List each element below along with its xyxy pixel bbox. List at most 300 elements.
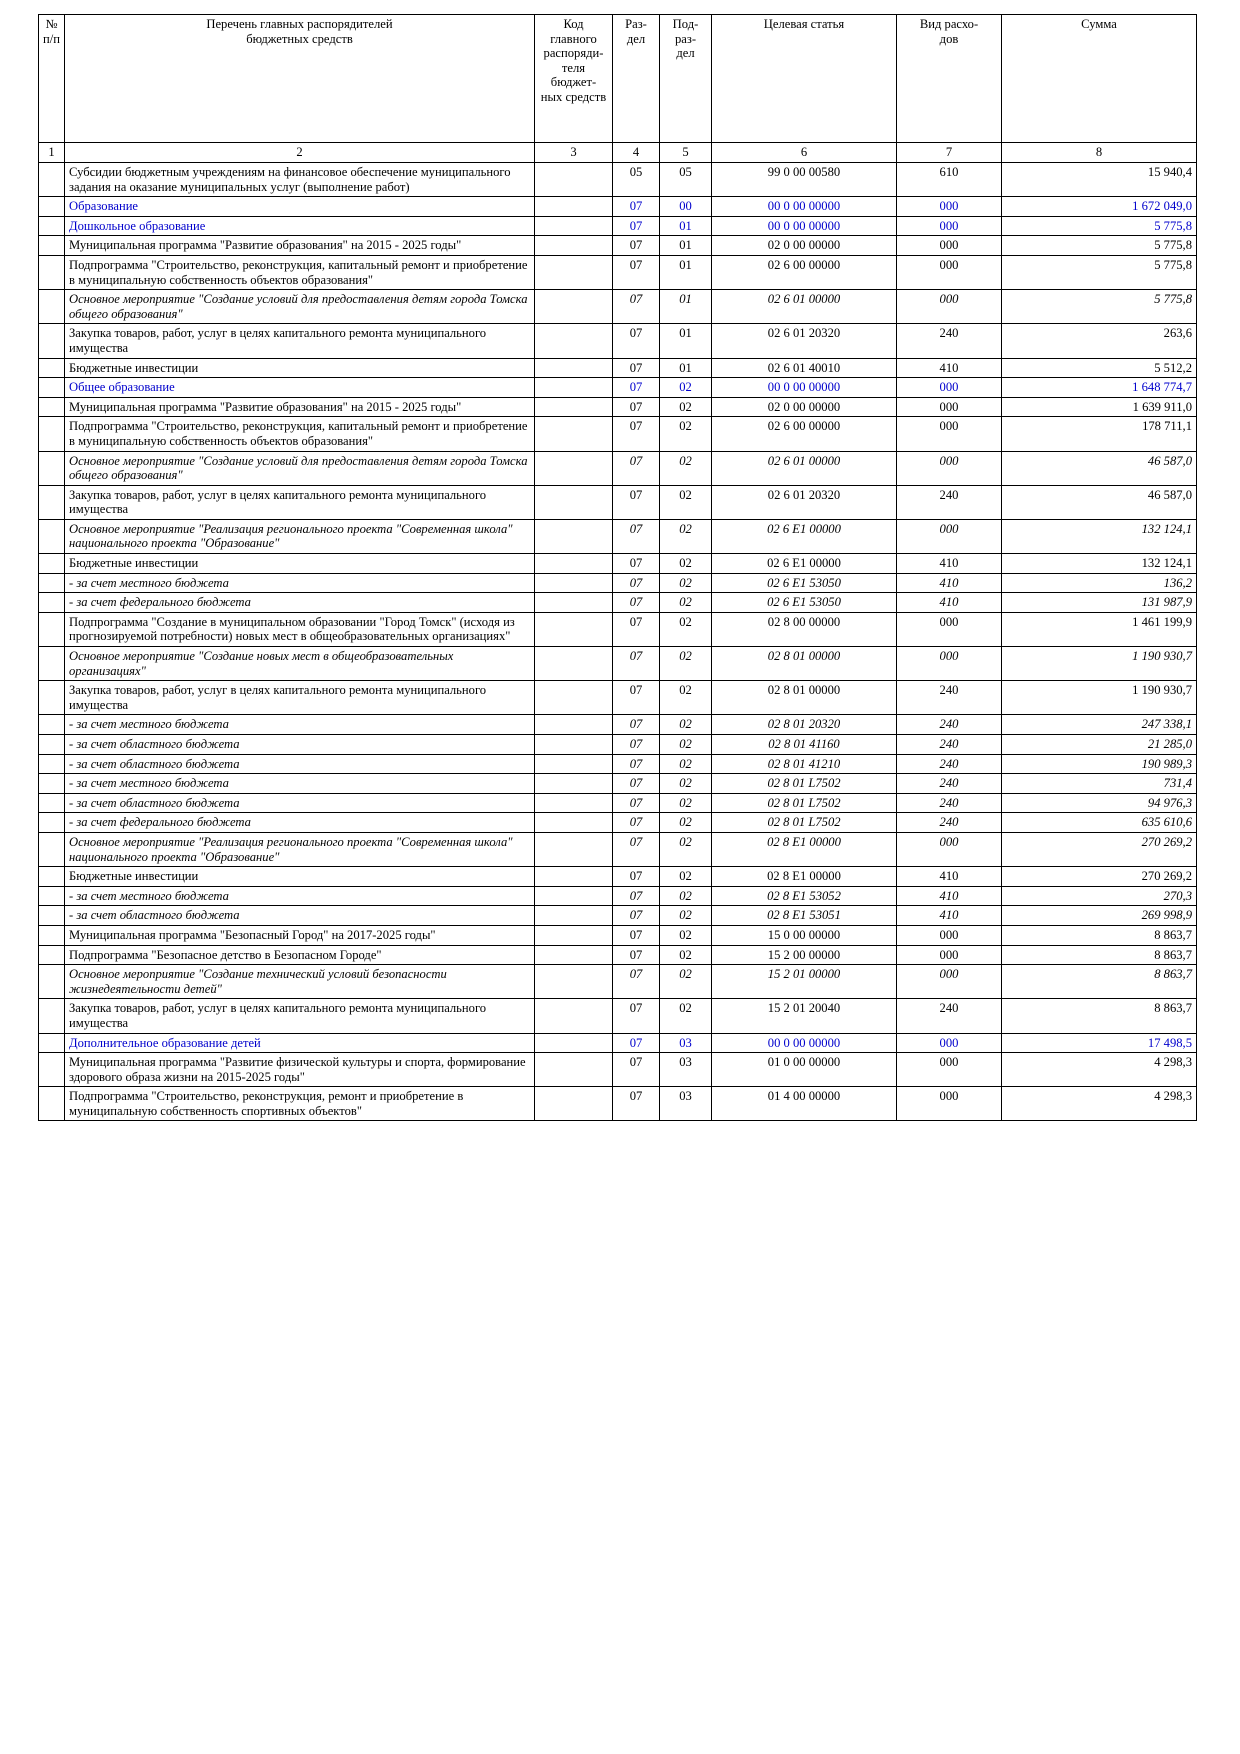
row-razdel: 07 <box>613 554 660 574</box>
row-target-article: 02 6 Е1 00000 <box>712 519 897 553</box>
row-chief-code <box>535 397 613 417</box>
header-col-recipients-line2: бюджетных средств <box>246 31 353 46</box>
row-number <box>39 324 65 358</box>
row-podrazdel: 03 <box>660 1087 712 1121</box>
row-expense-type: 240 <box>897 813 1002 833</box>
row-sum: 247 338,1 <box>1002 715 1197 735</box>
row-sum: 1 648 774,7 <box>1002 378 1197 398</box>
table-row <box>39 1053 1197 1087</box>
row-sum: 46 587,0 <box>1002 451 1197 485</box>
row-name: Закупка товаров, работ, услуг в целях капитального ремонта муниципального имущества <box>65 485 535 519</box>
row-podrazdel: 02 <box>660 681 712 715</box>
row-sum: 1 190 930,7 <box>1002 647 1197 681</box>
row-podrazdel: 01 <box>660 255 712 289</box>
row-target-article: 02 6 01 20320 <box>712 324 897 358</box>
row-sum: 270 269,2 <box>1002 867 1197 887</box>
row-number <box>39 573 65 593</box>
row-target-article: 00 0 00 00000 <box>712 197 897 217</box>
row-expense-type: 410 <box>897 554 1002 574</box>
row-target-article: 02 8 00 00000 <box>712 612 897 646</box>
row-chief-code <box>535 647 613 681</box>
row-target-article: 15 2 01 20040 <box>712 999 897 1033</box>
row-name: - за счет федерального бюджета <box>65 593 535 613</box>
row-expense-type: 000 <box>897 965 1002 999</box>
row-target-article: 02 8 01 L7502 <box>712 813 897 833</box>
header-col-razdel-line1: Раз- <box>625 17 647 31</box>
row-target-article: 02 6 01 00000 <box>712 451 897 485</box>
header-col-podrazdel-line2: раз- <box>674 31 697 46</box>
row-expense-type: 000 <box>897 647 1002 681</box>
header-col-chief-code-line5: ных средств <box>540 89 607 104</box>
table-row <box>39 965 1197 999</box>
row-name: Бюджетные инвестиции <box>65 554 535 574</box>
row-chief-code <box>535 197 613 217</box>
row-podrazdel: 02 <box>660 999 712 1033</box>
row-number <box>39 999 65 1033</box>
row-name: Основное мероприятие "Создание условий для предоставления детям города Томска общего образования" <box>65 451 535 485</box>
row-name: Основное мероприятие "Создание условий для предоставления детям города Томска общего образования" <box>65 290 535 324</box>
row-podrazdel: 02 <box>660 832 712 866</box>
row-name: Подпрограмма "Строительство, реконструкция, капитальный ремонт и приобретение в муниципальную собственность объектов образования" <box>65 255 535 289</box>
table-row <box>39 216 1197 236</box>
row-name: Подпрограмма "Создание в муниципальном образовании "Город Томск" (исходя из прогнозируемой потребности) новых мест в общеобразовательных организациях" <box>65 612 535 646</box>
row-podrazdel: 02 <box>660 793 712 813</box>
row-number <box>39 774 65 794</box>
row-expense-type: 240 <box>897 681 1002 715</box>
row-razdel: 07 <box>613 593 660 613</box>
row-razdel: 07 <box>613 378 660 398</box>
table-row <box>39 197 1197 217</box>
row-razdel: 05 <box>613 163 660 197</box>
row-target-article: 02 8 01 00000 <box>712 647 897 681</box>
row-expense-type: 240 <box>897 999 1002 1033</box>
row-razdel: 07 <box>613 358 660 378</box>
table-row <box>39 867 1197 887</box>
table-row <box>39 945 1197 965</box>
row-number <box>39 593 65 613</box>
row-sum: 5 775,8 <box>1002 216 1197 236</box>
row-name: Бюджетные инвестиции <box>65 867 535 887</box>
row-target-article: 00 0 00 00000 <box>712 1033 897 1053</box>
row-razdel: 07 <box>613 945 660 965</box>
table-row <box>39 754 1197 774</box>
row-sum: 4 298,3 <box>1002 1053 1197 1087</box>
header-numbers-row <box>39 143 1197 163</box>
row-target-article: 01 0 00 00000 <box>712 1053 897 1087</box>
row-target-article: 02 6 01 00000 <box>712 290 897 324</box>
table-row <box>39 290 1197 324</box>
row-razdel: 07 <box>613 397 660 417</box>
row-name: Муниципальная программа "Развитие физической культуры и спорта, формирование здорового образа жизни на 2015-2025 годы" <box>65 1053 535 1087</box>
row-chief-code <box>535 832 613 866</box>
row-expense-type: 240 <box>897 735 1002 755</box>
row-sum: 1 461 199,9 <box>1002 612 1197 646</box>
row-podrazdel: 01 <box>660 236 712 256</box>
table-row <box>39 774 1197 794</box>
row-chief-code <box>535 886 613 906</box>
row-podrazdel: 02 <box>660 573 712 593</box>
row-number <box>39 735 65 755</box>
row-number <box>39 867 65 887</box>
row-razdel: 07 <box>613 1053 660 1087</box>
row-name: Общее образование <box>65 378 535 398</box>
row-number <box>39 236 65 256</box>
row-chief-code <box>535 417 613 451</box>
row-razdel: 07 <box>613 573 660 593</box>
row-target-article: 02 8 01 L7502 <box>712 774 897 794</box>
row-name: Основное мероприятие "Реализация регионального проекта "Современная школа" национального проекта "Образование" <box>65 519 535 553</box>
table-row <box>39 715 1197 735</box>
row-name: Субсидии бюджетным учреждениям на финансовое обеспечение муниципального задания на оказание муниципальных услуг (выполнение работ) <box>65 163 535 197</box>
header-col-chief-code-line2: главного <box>550 31 597 46</box>
row-razdel: 07 <box>613 485 660 519</box>
row-podrazdel: 02 <box>660 451 712 485</box>
row-number <box>39 451 65 485</box>
table-row <box>39 925 1197 945</box>
row-number <box>39 647 65 681</box>
row-podrazdel: 01 <box>660 358 712 378</box>
row-target-article: 15 0 00 00000 <box>712 925 897 945</box>
row-expense-type: 610 <box>897 163 1002 197</box>
header-col-chief-code-line4: теля бюджет- <box>550 60 597 90</box>
header-number-1: 1 <box>39 143 65 163</box>
row-chief-code <box>535 216 613 236</box>
header-col-expense-type <box>897 15 1002 143</box>
row-podrazdel: 02 <box>660 519 712 553</box>
row-chief-code <box>535 793 613 813</box>
row-razdel: 07 <box>613 519 660 553</box>
row-number <box>39 519 65 553</box>
row-expense-type: 000 <box>897 925 1002 945</box>
row-target-article: 01 4 00 00000 <box>712 1087 897 1121</box>
row-expense-type: 410 <box>897 593 1002 613</box>
row-name: Подпрограмма "Безопасное детство в Безопасном Городе" <box>65 945 535 965</box>
row-sum: 1 190 930,7 <box>1002 681 1197 715</box>
row-razdel: 07 <box>613 255 660 289</box>
row-name: Муниципальная программа "Развитие образования" на 2015 - 2025 годы" <box>65 236 535 256</box>
row-podrazdel: 02 <box>660 397 712 417</box>
row-name: Муниципальная программа "Развитие образования" на 2015 - 2025 годы" <box>65 397 535 417</box>
row-chief-code <box>535 813 613 833</box>
header-col-expense-type-line2: дов <box>939 31 959 46</box>
row-number <box>39 612 65 646</box>
row-chief-code <box>535 290 613 324</box>
row-sum: 5 775,8 <box>1002 290 1197 324</box>
row-sum: 190 989,3 <box>1002 754 1197 774</box>
row-name: - за счет местного бюджета <box>65 886 535 906</box>
row-name: Муниципальная программа "Безопасный Город" на 2017-2025 годы" <box>65 925 535 945</box>
row-podrazdel: 02 <box>660 774 712 794</box>
row-razdel: 07 <box>613 197 660 217</box>
row-target-article: 15 2 01 00000 <box>712 965 897 999</box>
row-podrazdel: 02 <box>660 906 712 926</box>
row-chief-code <box>535 519 613 553</box>
row-target-article: 02 8 Е1 00000 <box>712 867 897 887</box>
row-razdel: 07 <box>613 647 660 681</box>
header-col-chief-code-line1: Код <box>563 17 584 31</box>
row-sum: 4 298,3 <box>1002 1087 1197 1121</box>
row-number <box>39 358 65 378</box>
header-number-6: 6 <box>712 143 897 163</box>
row-podrazdel: 02 <box>660 813 712 833</box>
header-col-expense-type-line1: Вид расхо- <box>919 17 979 31</box>
row-name: - за счет областного бюджета <box>65 735 535 755</box>
row-number <box>39 554 65 574</box>
row-target-article: 02 6 00 00000 <box>712 417 897 451</box>
row-razdel: 07 <box>613 324 660 358</box>
row-podrazdel: 03 <box>660 1053 712 1087</box>
row-number <box>39 945 65 965</box>
row-sum: 8 863,7 <box>1002 945 1197 965</box>
row-expense-type: 000 <box>897 612 1002 646</box>
header-col-recipients <box>65 15 535 143</box>
header-number-5: 5 <box>660 143 712 163</box>
row-name: - за счет местного бюджета <box>65 573 535 593</box>
header-number-2: 2 <box>65 143 535 163</box>
row-chief-code <box>535 735 613 755</box>
header-col-chief-code <box>535 15 613 143</box>
header-col-recipients-line1: Перечень главных распорядителей <box>206 17 393 31</box>
row-target-article: 99 0 00 00580 <box>712 163 897 197</box>
row-chief-code <box>535 612 613 646</box>
row-sum: 132 124,1 <box>1002 519 1197 553</box>
row-chief-code <box>535 358 613 378</box>
header-col-target-article: Целевая статья <box>712 15 897 143</box>
row-sum: 136,2 <box>1002 573 1197 593</box>
row-target-article: 02 0 00 00000 <box>712 397 897 417</box>
row-chief-code <box>535 867 613 887</box>
row-podrazdel: 02 <box>660 965 712 999</box>
table-row <box>39 554 1197 574</box>
row-target-article: 02 8 01 41210 <box>712 754 897 774</box>
row-razdel: 07 <box>613 236 660 256</box>
row-number <box>39 1087 65 1121</box>
row-number <box>39 681 65 715</box>
row-name: Дошкольное образование <box>65 216 535 236</box>
row-name: Основное мероприятие "Реализация регионального проекта "Современная школа" национального проекта "Образование" <box>65 832 535 866</box>
row-razdel: 07 <box>613 886 660 906</box>
row-podrazdel: 01 <box>660 216 712 236</box>
row-name: Закупка товаров, работ, услуг в целях капитального ремонта муниципального имущества <box>65 681 535 715</box>
row-number <box>39 813 65 833</box>
row-name: Подпрограмма "Строительство, реконструкция, капитальный ремонт и приобретение в муниципальную собственность объектов образования" <box>65 417 535 451</box>
row-chief-code <box>535 163 613 197</box>
row-target-article: 02 8 Е1 53051 <box>712 906 897 926</box>
row-chief-code <box>535 681 613 715</box>
table-row <box>39 793 1197 813</box>
row-expense-type: 410 <box>897 358 1002 378</box>
header-col-razdel <box>613 15 660 143</box>
row-sum: 15 940,4 <box>1002 163 1197 197</box>
row-number <box>39 216 65 236</box>
row-target-article: 02 0 00 00000 <box>712 236 897 256</box>
row-target-article: 00 0 00 00000 <box>712 216 897 236</box>
row-expense-type: 000 <box>897 945 1002 965</box>
row-sum: 635 610,6 <box>1002 813 1197 833</box>
row-podrazdel: 02 <box>660 485 712 519</box>
row-chief-code <box>535 324 613 358</box>
table-header <box>39 15 1197 163</box>
row-razdel: 07 <box>613 774 660 794</box>
row-sum: 17 498,5 <box>1002 1033 1197 1053</box>
row-chief-code <box>535 593 613 613</box>
row-number <box>39 925 65 945</box>
row-target-article: 00 0 00 00000 <box>712 378 897 398</box>
row-chief-code <box>535 945 613 965</box>
row-expense-type: 000 <box>897 378 1002 398</box>
row-podrazdel: 02 <box>660 378 712 398</box>
header-col-number-line2: п/п <box>43 31 60 46</box>
row-razdel: 07 <box>613 832 660 866</box>
row-name: - за счет местного бюджета <box>65 774 535 794</box>
row-sum: 21 285,0 <box>1002 735 1197 755</box>
table-row <box>39 573 1197 593</box>
row-target-article: 02 8 01 00000 <box>712 681 897 715</box>
row-razdel: 07 <box>613 1033 660 1053</box>
row-podrazdel: 02 <box>660 715 712 735</box>
row-razdel: 07 <box>613 999 660 1033</box>
row-chief-code <box>535 1087 613 1121</box>
budget-table <box>38 14 1197 1121</box>
header-col-chief-code-line3: распоряди- <box>543 46 604 61</box>
row-number <box>39 378 65 398</box>
row-expense-type: 240 <box>897 324 1002 358</box>
row-expense-type: 000 <box>897 451 1002 485</box>
row-number <box>39 793 65 813</box>
row-sum: 131 987,9 <box>1002 593 1197 613</box>
row-chief-code <box>535 965 613 999</box>
row-sum: 132 124,1 <box>1002 554 1197 574</box>
row-expense-type: 000 <box>897 197 1002 217</box>
row-sum: 8 863,7 <box>1002 925 1197 945</box>
row-razdel: 07 <box>613 867 660 887</box>
table-row <box>39 451 1197 485</box>
table-row <box>39 163 1197 197</box>
row-target-article: 02 6 00 00000 <box>712 255 897 289</box>
table-row <box>39 593 1197 613</box>
row-sum: 8 863,7 <box>1002 965 1197 999</box>
row-target-article: 02 6 Е1 00000 <box>712 554 897 574</box>
row-sum: 178 711,1 <box>1002 417 1197 451</box>
table-row <box>39 255 1197 289</box>
row-number <box>39 1033 65 1053</box>
row-expense-type: 410 <box>897 906 1002 926</box>
row-sum: 5 775,8 <box>1002 255 1197 289</box>
row-target-article: 02 6 Е1 53050 <box>712 593 897 613</box>
row-sum: 263,6 <box>1002 324 1197 358</box>
row-number <box>39 832 65 866</box>
row-razdel: 07 <box>613 925 660 945</box>
row-razdel: 07 <box>613 417 660 451</box>
row-podrazdel: 02 <box>660 754 712 774</box>
row-name: Образование <box>65 197 535 217</box>
row-sum: 46 587,0 <box>1002 485 1197 519</box>
row-name: Закупка товаров, работ, услуг в целях капитального ремонта муниципального имущества <box>65 324 535 358</box>
row-expense-type: 410 <box>897 886 1002 906</box>
row-name: Закупка товаров, работ, услуг в целях капитального ремонта муниципального имущества <box>65 999 535 1033</box>
row-expense-type: 410 <box>897 867 1002 887</box>
row-name: - за счет местного бюджета <box>65 715 535 735</box>
row-chief-code <box>535 485 613 519</box>
row-number <box>39 1053 65 1087</box>
row-chief-code <box>535 573 613 593</box>
header-number-8: 8 <box>1002 143 1197 163</box>
row-chief-code <box>535 236 613 256</box>
row-number <box>39 417 65 451</box>
row-sum: 5 512,2 <box>1002 358 1197 378</box>
table-row <box>39 358 1197 378</box>
table-row <box>39 813 1197 833</box>
row-podrazdel: 02 <box>660 945 712 965</box>
row-sum: 731,4 <box>1002 774 1197 794</box>
row-number <box>39 397 65 417</box>
row-expense-type: 000 <box>897 216 1002 236</box>
row-expense-type: 240 <box>897 754 1002 774</box>
header-col-podrazdel-line1: Под- <box>672 17 699 31</box>
row-razdel: 07 <box>613 290 660 324</box>
table-body <box>39 163 1197 1121</box>
row-sum: 1 639 911,0 <box>1002 397 1197 417</box>
row-number <box>39 965 65 999</box>
row-target-article: 15 2 00 00000 <box>712 945 897 965</box>
row-razdel: 07 <box>613 965 660 999</box>
row-chief-code <box>535 906 613 926</box>
row-razdel: 07 <box>613 451 660 485</box>
row-chief-code <box>535 715 613 735</box>
row-podrazdel: 02 <box>660 554 712 574</box>
row-expense-type: 240 <box>897 715 1002 735</box>
row-podrazdel: 00 <box>660 197 712 217</box>
row-razdel: 07 <box>613 813 660 833</box>
row-name: Бюджетные инвестиции <box>65 358 535 378</box>
row-expense-type: 240 <box>897 793 1002 813</box>
row-target-article: 02 8 01 L7502 <box>712 793 897 813</box>
table-row <box>39 906 1197 926</box>
header-col-number <box>39 15 65 143</box>
row-razdel: 07 <box>613 793 660 813</box>
row-sum: 270 269,2 <box>1002 832 1197 866</box>
row-expense-type: 000 <box>897 397 1002 417</box>
header-col-podrazdel-line3: дел <box>676 46 695 61</box>
row-razdel: 07 <box>613 216 660 236</box>
row-target-article: 02 6 Е1 53050 <box>712 573 897 593</box>
row-sum: 94 976,3 <box>1002 793 1197 813</box>
row-target-article: 02 8 01 20320 <box>712 715 897 735</box>
row-name: - за счет федерального бюджета <box>65 813 535 833</box>
row-target-article: 02 6 01 20320 <box>712 485 897 519</box>
row-podrazdel: 02 <box>660 925 712 945</box>
row-expense-type: 000 <box>897 1053 1002 1087</box>
row-name: - за счет областного бюджета <box>65 754 535 774</box>
row-chief-code <box>535 1033 613 1053</box>
row-expense-type: 000 <box>897 1033 1002 1053</box>
table-row <box>39 519 1197 553</box>
row-target-article: 02 8 Е1 00000 <box>712 832 897 866</box>
row-razdel: 07 <box>613 612 660 646</box>
row-expense-type: 000 <box>897 236 1002 256</box>
row-sum: 8 863,7 <box>1002 999 1197 1033</box>
row-expense-type: 000 <box>897 290 1002 324</box>
row-expense-type: 000 <box>897 417 1002 451</box>
row-podrazdel: 02 <box>660 867 712 887</box>
table-row <box>39 735 1197 755</box>
header-col-number-line1: № <box>45 17 58 31</box>
row-sum: 1 672 049,0 <box>1002 197 1197 217</box>
row-sum: 269 998,9 <box>1002 906 1197 926</box>
header-col-podrazdel <box>660 15 712 143</box>
row-number <box>39 906 65 926</box>
row-target-article: 02 8 Е1 53052 <box>712 886 897 906</box>
